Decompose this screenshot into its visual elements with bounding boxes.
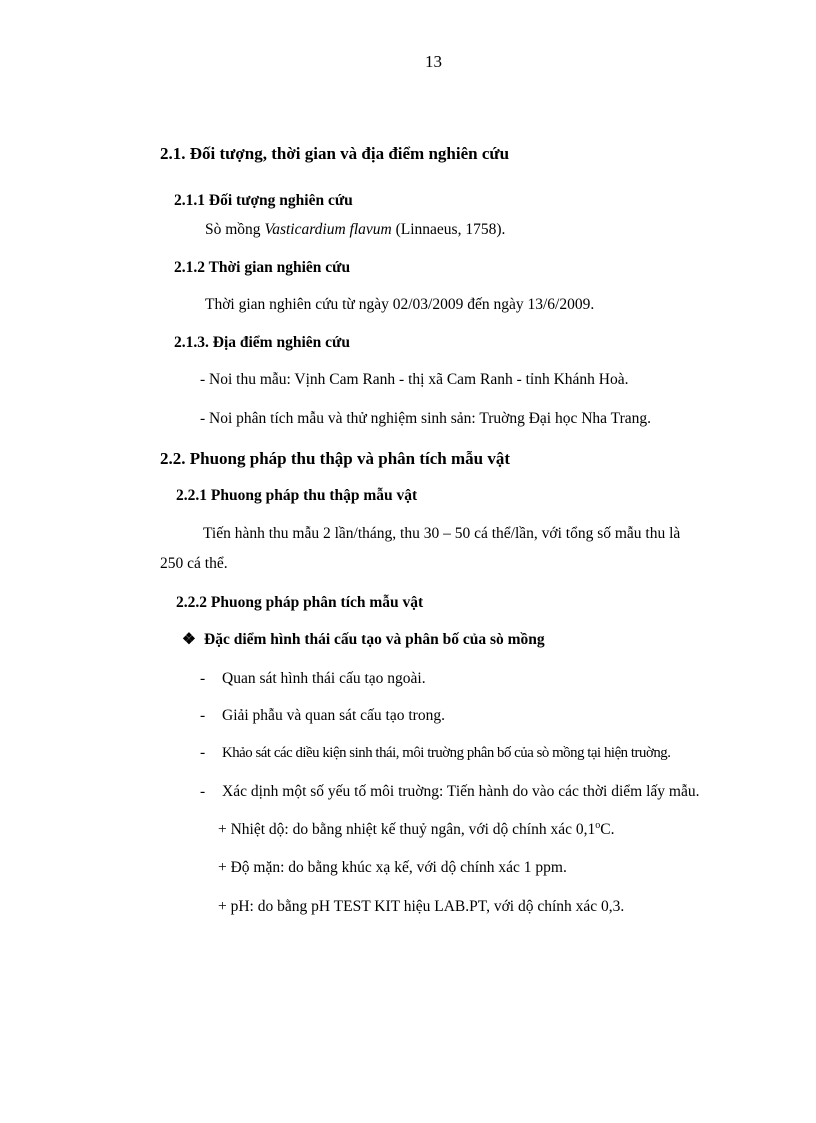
diamond-bullet-icon: ❖ [182,631,196,648]
temperature-item [218,820,614,840]
section-2-1-3-heading: 2.1.3. Địa điểm nghiên cứu [174,334,350,351]
temperature-unit: C. [600,821,615,838]
ph-item: + pH: do bằng pH TEST KIT hiệu LAB.PT, với dộ chính xác 0,3. [218,898,625,915]
section-2-1-heading: 2.1. Đối tượng, thời gian và địa điểm nghiên cứu [160,144,510,163]
analysis-place-text: - Noi phân tích mẫu và thử nghiệm sinh sản: Truờng Đại học Nha Trang. [200,410,651,427]
bullet-heading [182,630,545,650]
list-item-text: Giải phẫu và quan sát cấu tạo trong. [222,707,445,724]
degree-symbol: o [595,819,601,831]
salinity-item: + Độ mặn: do bằng khúc xạ kế, với dộ chính xác 1 ppm. [218,859,567,876]
list-item [200,706,445,726]
sampling-place-text: - Noi thu mẫu: Vịnh Cam Ranh - thị xã Cam Ranh - tỉnh Khánh Hoà. [200,371,629,388]
list-dash: - [200,783,206,800]
bullet-heading-text: Đặc diểm hình thái cấu tạo và phân bố của sò mồng [204,631,545,648]
study-object-text [205,220,505,240]
study-object-suffix: (Linnaeus, 1758). [391,221,506,238]
list-item [200,743,671,763]
species-name: Vasticardium flavum [264,221,392,238]
section-2-2-2-heading: 2.2.2 Phuong pháp phân tích mẫu vật [176,594,424,611]
list-item-text: Xác dịnh một số yếu tố môi truờng: Tiến hành do vào các thời diểm lấy mẫu. [222,783,700,800]
list-dash: - [200,707,206,724]
temperature-text: + Nhiệt dộ: do bằng nhiệt kế thuỷ ngân, với dộ chính xác 0,1 [218,821,596,838]
list-item-text: Khảo sát các diều kiện sinh thái, môi truờng phân bố của sò mồng tại hiện truờng. [222,745,671,761]
section-2-2-1-heading: 2.2.1 Phuong pháp thu thập mẫu vật [176,487,418,504]
study-time-text: Thời gian nghiên cứu từ ngày 02/03/2009 đến ngày 13/6/2009. [205,296,595,313]
list-dash: - [200,670,206,687]
page-number: 13 [425,52,442,71]
study-object-prefix: Sò mồng [205,221,265,238]
list-item [200,669,426,689]
list-item [200,782,699,802]
section-2-1-1-heading: 2.1.1 Đối tượng nghiên cứu [174,192,353,209]
list-dash: - [200,744,206,761]
collection-paragraph-line-2: 250 cá thể. [160,555,228,572]
section-2-2-heading: 2.2. Phuong pháp thu thập và phân tích mẫu vật [160,449,511,468]
collection-paragraph-line-1: Tiến hành thu mẫu 2 lần/tháng, thu 30 – 50 cá thể/lần, với tổng số mẫu thu là [203,525,681,542]
section-2-1-2-heading: 2.1.2 Thời gian nghiên cứu [174,259,351,276]
list-item-text: Quan sát hình thái cấu tạo ngoài. [222,670,426,687]
